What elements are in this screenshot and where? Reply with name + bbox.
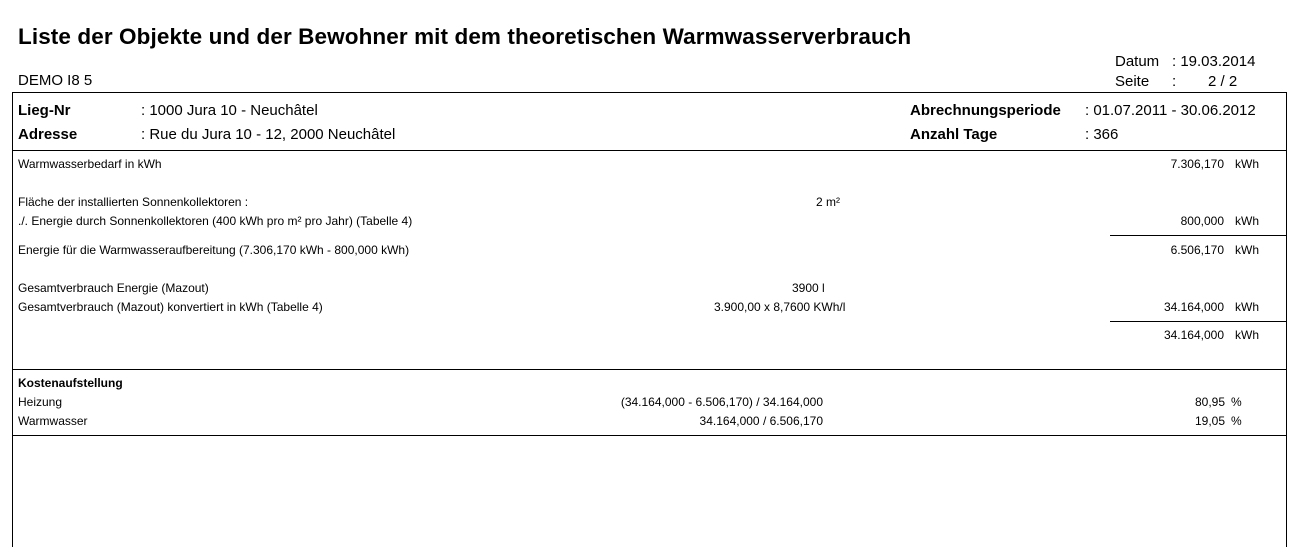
prep-value: 6.506,170	[1170, 243, 1224, 257]
heating-label: Heizung	[18, 395, 63, 409]
sum-unit: kWh	[1235, 328, 1259, 342]
converted-unit: kWh	[1235, 300, 1259, 314]
solar-energy-value: 800,000	[1180, 214, 1224, 228]
converted-label: Gesamtverbrauch (Mazout) konvertiert in kWh (Tabelle 4)	[18, 300, 323, 314]
sum-value: 34.164,000	[1163, 328, 1224, 342]
demand-unit: kWh	[1235, 157, 1259, 171]
prep-unit: kWh	[1235, 243, 1259, 257]
converted-value: 34.164,000	[1163, 300, 1224, 314]
lieg-value: : 1000 Jura 10 - Neuchâtel	[141, 102, 318, 119]
subtotal-line-1	[1110, 235, 1286, 236]
heating-value: 80,95	[1194, 395, 1225, 409]
client-name: DEMO I8 5	[18, 72, 93, 89]
header-separator	[12, 150, 1287, 151]
total-value: 3900 l	[792, 281, 825, 295]
days-value: : 366	[1085, 126, 1119, 143]
days-label: Anzahl Tage	[910, 126, 998, 143]
water-label: Warmwasser	[18, 414, 88, 428]
total-label: Gesamtverbrauch Energie (Mazout)	[18, 281, 209, 295]
subtotal-line-2	[1110, 321, 1286, 322]
lieg-label: Lieg-Nr	[18, 102, 71, 119]
costs-separator	[12, 435, 1287, 436]
frame-top-line	[12, 92, 1287, 93]
water-value: 19,05	[1194, 414, 1225, 428]
solar-area-value: 2 m²	[816, 195, 840, 209]
address-label: Adresse	[18, 126, 78, 143]
converted-formula: 3.900,00 x 8,7600 KWh/l	[714, 300, 846, 314]
demand-value: 7.306,170	[1170, 157, 1224, 171]
period-label: Abrechnungsperiode	[910, 102, 1061, 119]
solar-energy-unit: kWh	[1235, 214, 1259, 228]
water-percent: %	[1231, 414, 1242, 428]
solar-area-label: Fläche der installierten Sonnenkollektoren :	[18, 195, 249, 209]
prep-label: Energie für die Warmwasseraufbereitung (7.306,170 kWh - 800,000 kWh)	[18, 243, 410, 257]
page-separator: :	[1172, 73, 1177, 90]
frame-right-line	[1286, 92, 1287, 547]
solar-energy-label: ./. Energie durch Sonnenkollektoren (400 kWh pro m² pro Jahr) (Tabelle 4)	[18, 214, 413, 228]
heating-formula: (34.164,000 - 6.506,170) / 34.164,000	[620, 395, 823, 409]
page-value: 2 / 2	[1208, 73, 1238, 90]
date-value: : 19.03.2014	[1172, 53, 1256, 70]
page-label: Seite	[1115, 73, 1150, 90]
address-value: : Rue du Jura 10 - 12, 2000 Neuchâtel	[141, 126, 396, 143]
costs-heading: Kostenaufstellung	[18, 376, 123, 390]
demand-label: Warmwasserbedarf in kWh	[18, 157, 162, 171]
period-value: : 01.07.2011 - 30.06.2012	[1085, 102, 1256, 119]
heating-percent: %	[1231, 395, 1242, 409]
report-title: Liste der Objekte und der Bewohner mit dem theoretischen Warmwasserverbrauch	[18, 24, 912, 49]
water-formula: 34.164,000 / 6.506,170	[699, 414, 823, 428]
calc-separator	[12, 369, 1287, 370]
frame-left-line	[12, 92, 13, 547]
date-label: Datum	[1115, 53, 1160, 70]
